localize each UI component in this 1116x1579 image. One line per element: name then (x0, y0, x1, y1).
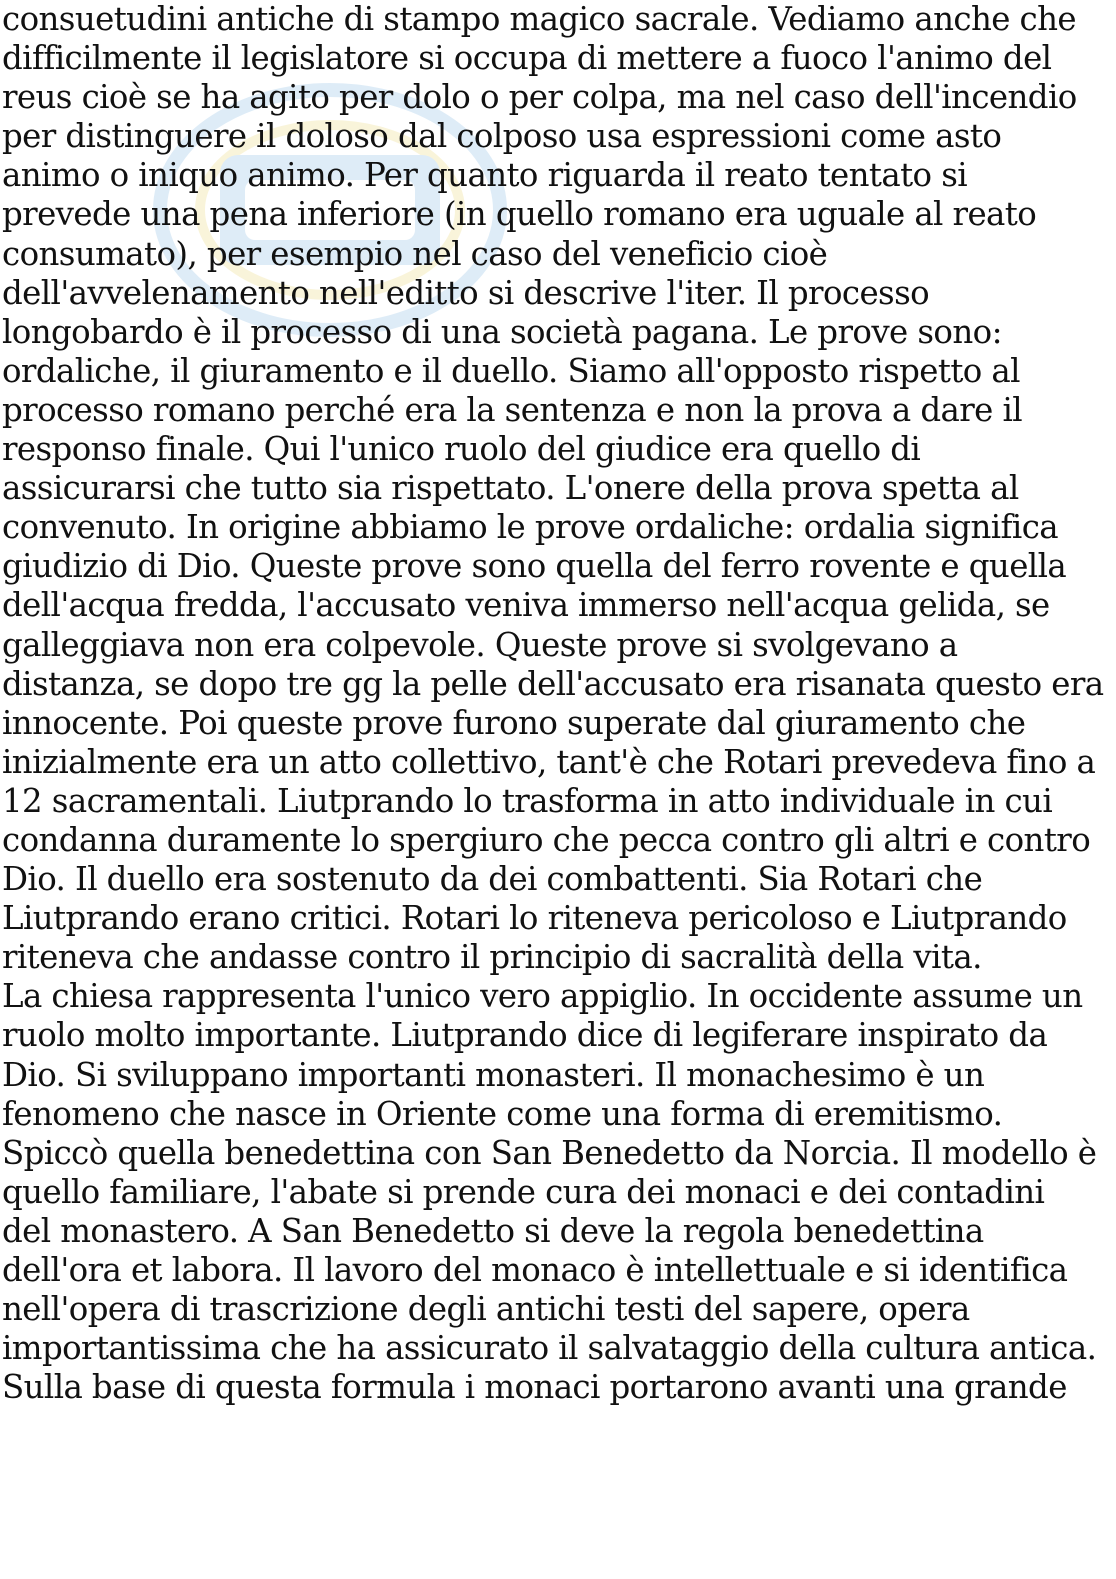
text-line: condanna duramente lo spergiuro che pecca contro gli altri e contro (2, 820, 1091, 859)
text-line: prevede una pena inferiore (in quello romano era uguale al reato (2, 195, 1037, 234)
text-line: Liutprando erano critici. Rotari lo riteneva pericoloso e Liutprando (2, 899, 1067, 938)
text-line: nell'opera di trascrizione degli antichi testi del sapere, opera (2, 1290, 970, 1329)
text-line: dell'avvelenamento nell'editto si descrive l'iter. Il processo (2, 273, 930, 312)
document-body (2, 0, 1114, 1407)
text-line: galleggiava non era colpevole. Queste prove si svolgevano a (2, 625, 958, 664)
text-line: 12 sacramentali. Liutprando lo trasforma in atto individuale in cui (2, 781, 1053, 820)
text-line: animo o iniquo animo. Per quanto riguarda il reato tentato si (2, 156, 968, 195)
text-line: fenomeno che nasce in Oriente come una forma di eremitismo. (2, 1094, 1003, 1133)
text-line: consumato), per esempio nel caso del veneficio cioè (2, 234, 828, 273)
text-line: assicurarsi che tutto sia rispettato. L'onere della prova spetta al (2, 469, 1019, 508)
text-line: giudizio di Dio. Queste prove sono quella del ferro rovente e quella (2, 547, 1067, 586)
text-line: convenuto. In origine abbiamo le prove ordaliche: ordalia significa (2, 508, 1059, 547)
text-line: quello familiare, l'abate si prende cura dei monaci e dei contadini (2, 1172, 1045, 1211)
text-line: reus cioè se ha agito per dolo o per colpa, ma nel caso dell'incendio (2, 78, 1077, 117)
text-line: dell'acqua fredda, l'accusato veniva immerso nell'acqua gelida, se (2, 586, 1050, 625)
text-line: La chiesa rappresenta l'unico vero appiglio. In occidente assume un (2, 977, 1083, 1016)
text-line: ruolo molto importante. Liutprando dice di legiferare inspirato da (2, 1016, 1048, 1055)
text-line: inizialmente era un atto collettivo, tant'è che Rotari prevedeva fino a (2, 742, 1096, 781)
text-line: Sulla base di questa formula i monaci portarono avanti una grande (2, 1368, 1067, 1407)
text-line: ordaliche, il giuramento e il duello. Siamo all'opposto rispetto al (2, 351, 1020, 390)
text-line: longobardo è il processo di una società pagana. Le prove sono: (2, 312, 1002, 351)
text-line: riteneva che andasse contro il principio di sacralità della vita. (2, 938, 982, 977)
text-line: consuetudini antiche di stampo magico sacrale. Vediamo anche che (2, 0, 1077, 38)
text-line: Dio. Il duello era sostenuto da dei combattenti. Sia Rotari che (2, 860, 983, 899)
text-line: distanza, se dopo tre gg la pelle dell'accusato era risanata questo era (2, 664, 1104, 703)
text-line: dell'ora et labora. Il lavoro del monaco è intellettuale e si identifica (2, 1251, 1068, 1289)
text-line: difficilmente il legislatore si occupa di mettere a fuoco l'animo del (2, 39, 1052, 78)
text-line: del monastero. A San Benedetto si deve la regola benedettina (2, 1211, 984, 1250)
text-line: Spiccò quella benedettina con San Benedetto da Norcia. Il modello è (2, 1133, 1097, 1172)
text-line: per distinguere il doloso dal colposo usa espressioni come asto (2, 117, 1002, 156)
text-line: responso finale. Qui l'unico ruolo del giudice era quello di (2, 430, 921, 469)
text-line: importantissima che ha assicurato il salvataggio della cultura antica. (2, 1329, 1097, 1368)
text-line: processo romano perché era la sentenza e non la prova a dare il (2, 390, 1023, 429)
text-line: innocente. Poi queste prove furono superate dal giuramento che (2, 703, 1026, 742)
text-line: Dio. Si sviluppano importanti monasteri. Il monachesimo è un (2, 1055, 985, 1094)
